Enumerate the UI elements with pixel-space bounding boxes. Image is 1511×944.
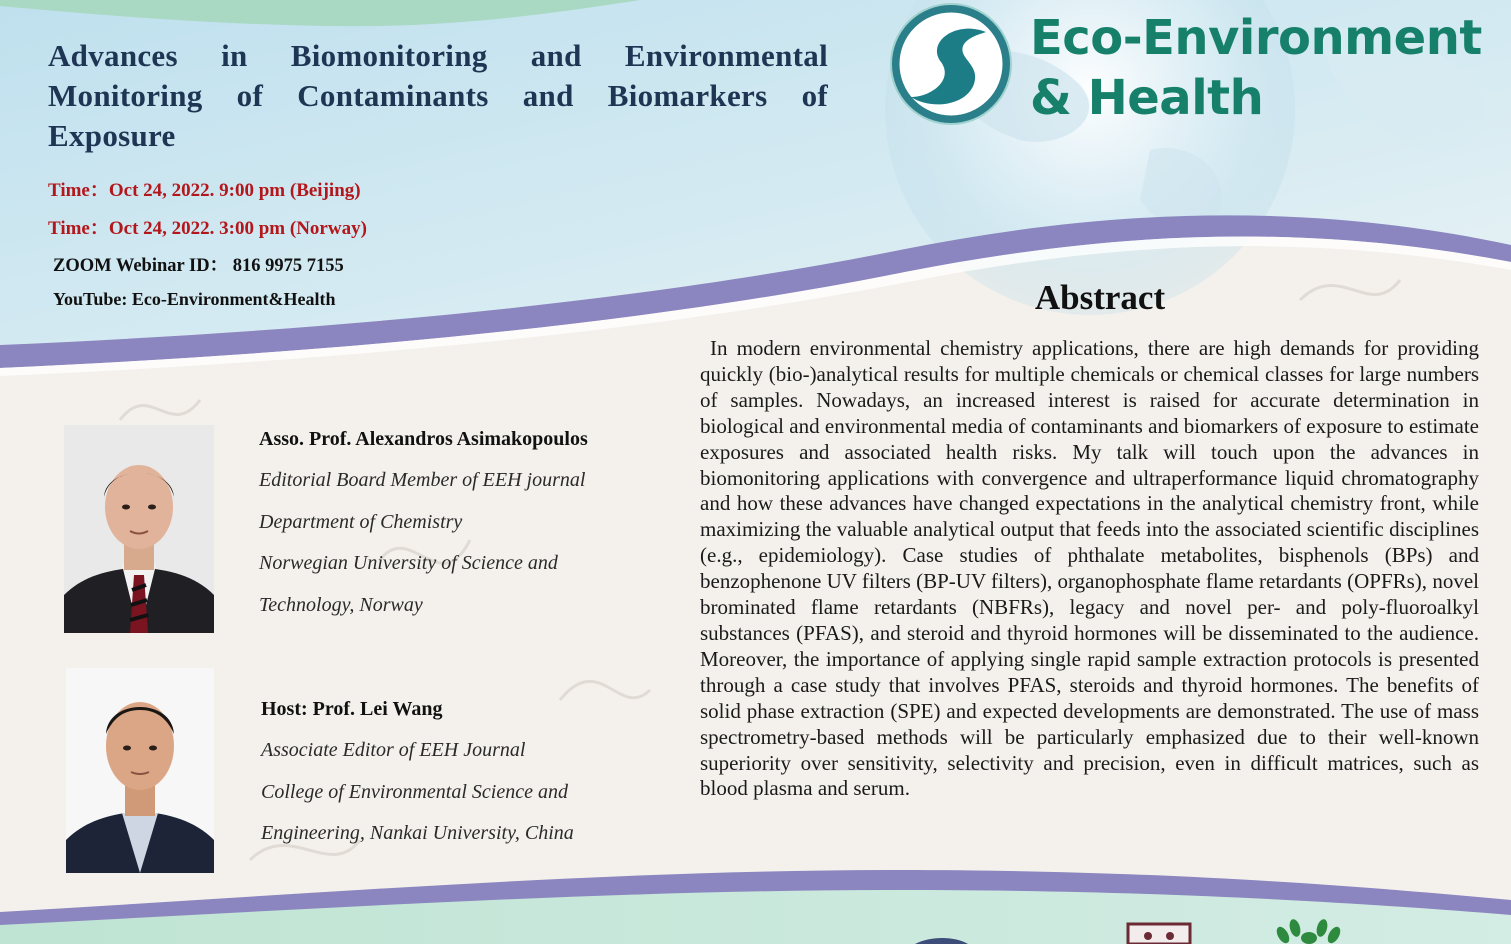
abstract-heading: Abstract [1034, 278, 1166, 317]
journal-logo-text [1030, 8, 1482, 128]
logo-line-1: Eco-Environment [1030, 10, 1482, 66]
host-aff-line: Engineering, Nankai University, China [261, 822, 574, 844]
zoom-webinar-id: ZOOM Webinar ID： 816 9975 7155 [53, 256, 344, 276]
logo-line-2: & Health [1030, 70, 1264, 126]
host-affiliations [261, 730, 574, 855]
host-aff-line: Associate Editor of EEH Journal [261, 739, 526, 761]
speaker-aff-line: Technology, Norway [259, 593, 423, 616]
time-beijing: Time：Oct 24, 2022. 9:00 pm (Beijing) [48, 180, 361, 201]
youtube-channel: YouTube: Eco-Environment&Health [53, 289, 336, 309]
journal-logo-icon [886, 2, 1016, 126]
speaker-name: Asso. Prof. Alexandros Asimakopoulos [259, 428, 588, 450]
speaker-affiliations [259, 460, 585, 626]
time-norway: Time：Oct 24, 2022. 3:00 pm (Norway) [48, 218, 367, 239]
speaker-aff-line: Department of Chemistry [259, 510, 463, 533]
event-title: Advances in Biomonitoring and Environmental Monitoring of Contaminants and Biomarkers of Exposure [48, 38, 828, 153]
speaker-aff-line: Editorial Board Member of EEH journal [259, 469, 586, 491]
host-photo [66, 668, 214, 873]
speaker-aff-line: Norwegian University of Science and [259, 552, 558, 574]
abstract-body: In modern environmental chemistry applications, there are high demands for providing quickly (bio-)analytical results for multiple chemicals or chemical classes for large numbers of samples. Nowadays, an increased interest is raised for accurate determination in biological and environmental media of contaminants and biomarkers of exposure to estimate exposures and associated health risks. My talk will touch upon the advances in biomonitoring applications with convergence and ultraperformance liquid chromatography and how these advances have changed expectations in the analytical chemistry front, while maximizing the valuable analytical output that feeds into the associated scientific disciplines (e.g., epidemiology). Case studies of phthalate metabolites, bisphenols (BPs) and benzophenone UV filters (BP-UV filters), organophosphate flame retardants (OPFRs), novel brominated flame retardants (NBFRs), legacy and novel per- and poly-fluoroalkyl substances (PFAS), and steroid and thyroid hormones will be disseminated to the audience. Moreover, the importance of applying single rapid sample extraction protocols is presented through a case study that involves PFAS, steroids and thyroid hormones. The benefits of solid phase extraction (SPE) and expected developments are demonstrated. The use of mass spectrometry-based methods will be particularly emphasized due to their well-known superiority over sensitivity, selectivity and precision, even in difficult matrices, such as blood plasma and serum. [700, 336, 1479, 801]
host-aff-line: College of Environmental Science and [261, 780, 568, 803]
host-name: Host: Prof. Lei Wang [261, 698, 443, 720]
speaker-photo [64, 425, 214, 633]
